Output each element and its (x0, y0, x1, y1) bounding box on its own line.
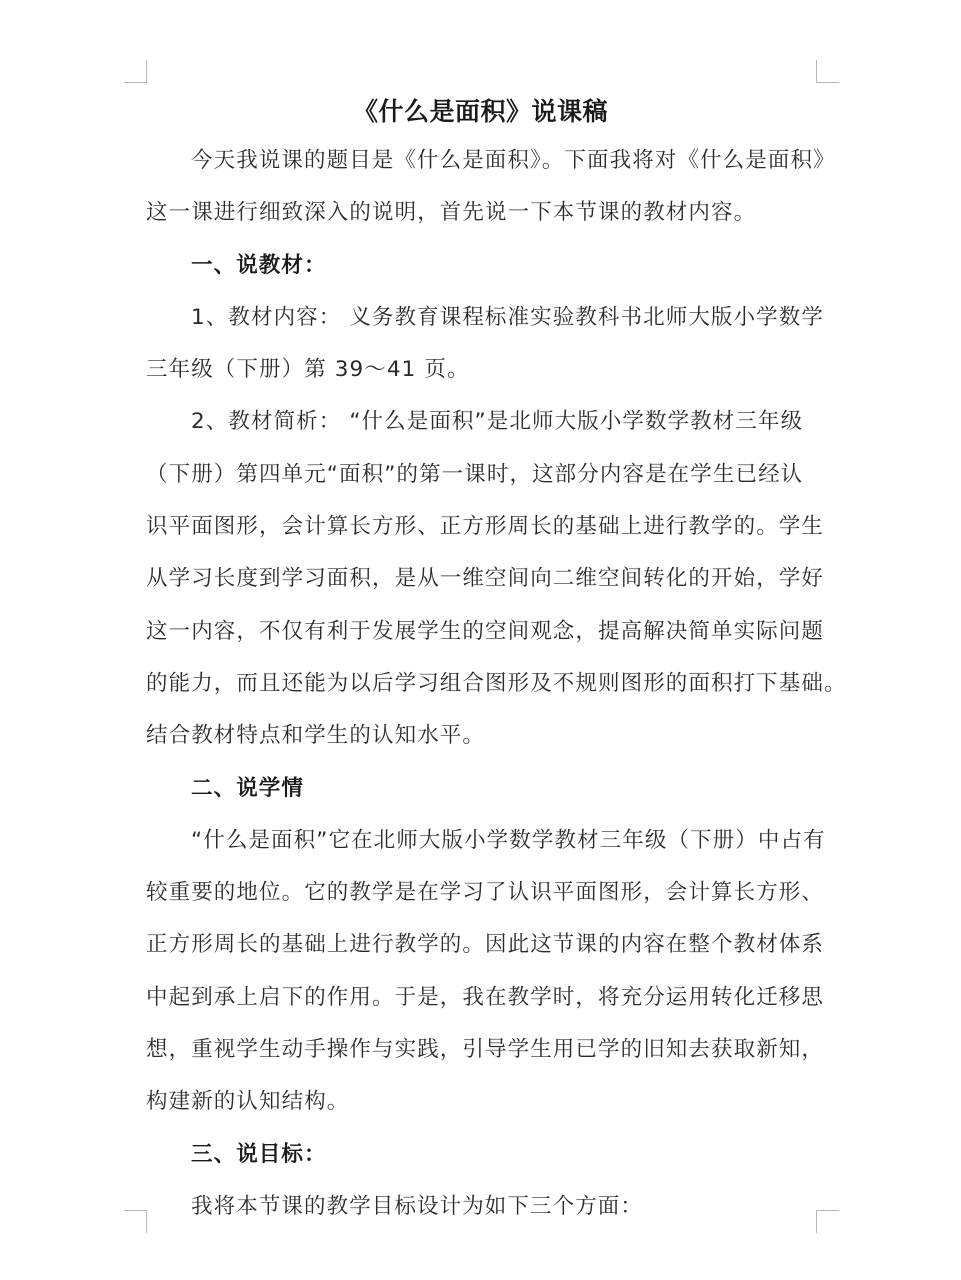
paragraph-line: 1、教材内容： 义务教育课程标准实验教科书北师大版小学数学 (191, 304, 824, 330)
paragraph-line: 正方形周长的基础上进行教学的。因此这节课的内容在整个教材体系 (146, 932, 825, 958)
crop-mark-top-left (124, 60, 147, 83)
document-title: 《什么是面积》说课稿 (352, 97, 608, 126)
paragraph-line: 三年级（下册）第 39～41 页。 (146, 357, 470, 383)
paragraph-line: 这一课进行细致深入的说明，首先说一下本节课的教材内容。 (146, 200, 757, 226)
paragraph-line: 识平面图形，会计算长方形、正方形周长的基础上进行教学的。学生 (146, 514, 825, 540)
paragraph-line: 这一内容，不仅有利于发展学生的空间观念，提高解决简单实际问题 (146, 618, 825, 644)
crop-mark-bottom-left (124, 1210, 147, 1233)
crop-mark-top-right (816, 60, 839, 83)
paragraph-line: 的能力，而且还能为以后学习组合图形及不规则图形的面积打下基础。 (146, 670, 847, 696)
paragraph-line: 结合教材特点和学生的认知水平。 (146, 723, 486, 749)
paragraph-line: 我将本节课的教学目标设计为如下三个方面： (191, 1193, 644, 1219)
document-body (146, 140, 847, 1238)
paragraph-line: （下册）第四单元“面积”的第一课时，这部分内容是在学生已经认 (146, 461, 804, 487)
paragraph-line: 从学习长度到学习面积，是从一维空间向二维空间转化的开始，学好 (146, 566, 825, 592)
section-heading-students: 二、说学情 (191, 775, 305, 801)
paragraph-line: 构建新的认知结构。 (146, 1089, 350, 1115)
paragraph-line: 中起到承上启下的作用。于是，我在教学时，将充分运用转化迁移思 (146, 984, 825, 1010)
section-heading-goals: 三、说目标： (191, 1141, 327, 1167)
paragraph-line: 较重要的地位。它的教学是在学习了认识平面图形，会计算长方形、 (146, 880, 825, 906)
paragraph-line: “什么是面积”它在北师大版小学数学教材三年级（下册）中占有 (191, 827, 826, 853)
paragraph-line: 今天我说课的题目是《什么是面积》。下面我将对《什么是面积》 (191, 148, 836, 173)
paragraph-line: 想，重视学生动手操作与实践，引导学生用已学的旧知去获取新知， (146, 1037, 825, 1063)
section-heading-textbook: 一、说教材： (191, 252, 327, 278)
paragraph-line: 2、教材简析： “什么是面积”是北师大版小学数学教材三年级 (191, 409, 804, 435)
